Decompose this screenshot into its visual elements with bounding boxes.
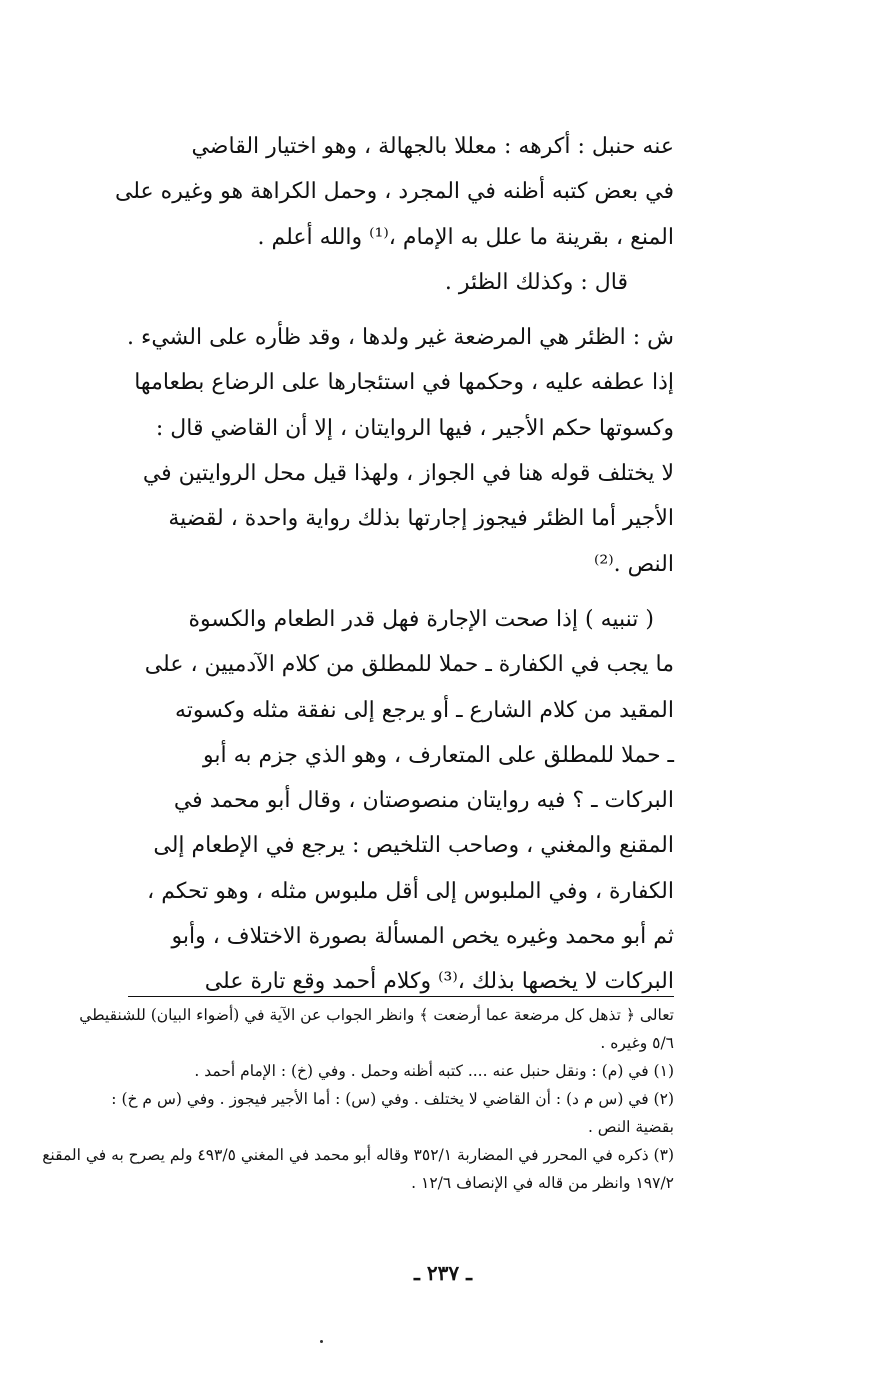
text-line: النص .⁽²⁾ bbox=[593, 551, 674, 577]
text-line: المقنع والمغني ، وصاحب التلخيص : يرجع في الإطعام إلى bbox=[153, 833, 674, 859]
footnote-line: ٥/٦ وغيره . bbox=[600, 1034, 674, 1052]
text-line: البركات ـ ؟ فيه روايتان منصوصتان ، وقال أبو محمد في bbox=[173, 788, 674, 814]
main-text bbox=[114, 124, 674, 1005]
text-line: المنع ، بقرينة ما علل به الإمام ،⁽¹⁾ والله أعلم . bbox=[257, 224, 674, 250]
footnote-line: بقضية النص . bbox=[587, 1118, 674, 1136]
text-line: الكفارة ، وفي الملبوس إلى أقل ملبوس مثله ، وهو تحكم ، bbox=[147, 878, 674, 904]
text-line: الأجير أما الظئر فيجوز إجارتها بذلك رواية واحدة ، لقضية bbox=[168, 506, 674, 532]
text-line: عنه حنبل : أكرهه : معللا بالجهالة ، وهو اختيار القاضي bbox=[191, 134, 674, 159]
text-line: في بعض كتبه أظنه في المجرد ، وحمل الكراهة هو وغيره على bbox=[114, 179, 674, 205]
text-line: وكسوتها حكم الأجير ، فيها الروايتان ، إلا أن القاضي قال : bbox=[155, 415, 674, 441]
footnote-line: ١٩٧/٢ وانظر من قاله في الإنصاف ١٢/٦ . bbox=[411, 1174, 674, 1192]
footnote-line: تعالى ﴿ تذهل كل مرضعة عما أرضعت ﴾ وانظر الجواب عن الآية في (أضواء البيان) للشنقيطي bbox=[79, 1006, 674, 1024]
text-line: ( تنبيه ) إذا صحت الإجارة فهل قدر الطعام والكسوة bbox=[188, 606, 654, 632]
text-line: إذا عطفه عليه ، وحكمها في استئجارها على الرضاع بطعامها bbox=[134, 370, 674, 396]
footnote-line: (١) في (م) : ونقل حنبل عنه .... كتبه أظنه وحمل . وفي (خ) : الإمام أحمد . bbox=[194, 1062, 674, 1080]
scan-speck bbox=[320, 1340, 323, 1343]
paragraph-gap bbox=[128, 587, 674, 597]
footnote-line: (٣) ذكره في المحرر في المضاربة ٣٥٢/١ وقاله أبو محمد في المغني ٤٩٣/٥ ولم يصرح به في المقنع bbox=[42, 1146, 674, 1164]
paragraph-gap bbox=[128, 305, 674, 315]
page-number: ـ ٢٣٧ ـ bbox=[414, 1261, 472, 1285]
footnote-line: (٢) في (س م د) : أن القاضي لا يختلف . وفي (س) : أما الأجير فيجوز . وفي (س م خ) : bbox=[111, 1090, 674, 1108]
text-line: ـ حملا للمطلق على المتعارف ، وهو الذي جزم به أبو bbox=[202, 742, 674, 768]
text-line: ما يجب في الكفارة ـ حملا للمطلق من كلام الآدميين ، على bbox=[144, 652, 674, 678]
footnotes bbox=[42, 996, 674, 1197]
text-line: لا يختلف قوله هنا في الجواز ، ولهذا قيل محل الروايتين في bbox=[142, 461, 674, 487]
text-line: المقيد من كلام الشارع ـ أو يرجع إلى نفقة مثله وكسوته bbox=[174, 697, 674, 723]
text-line: ش : الظئر هي المرضعة غير ولدها ، وقد ظأره على الشيء . bbox=[126, 325, 674, 351]
text-line: ثم أبو محمد وغيره يخص المسألة بصورة الاختلاف ، وأبو bbox=[171, 924, 674, 950]
text-line: قال : وكذلك الظئر . bbox=[444, 269, 628, 295]
text-line: البركات لا يخصها بذلك ،⁽³⁾ وكلام أحمد وقع تارة على bbox=[204, 969, 674, 995]
